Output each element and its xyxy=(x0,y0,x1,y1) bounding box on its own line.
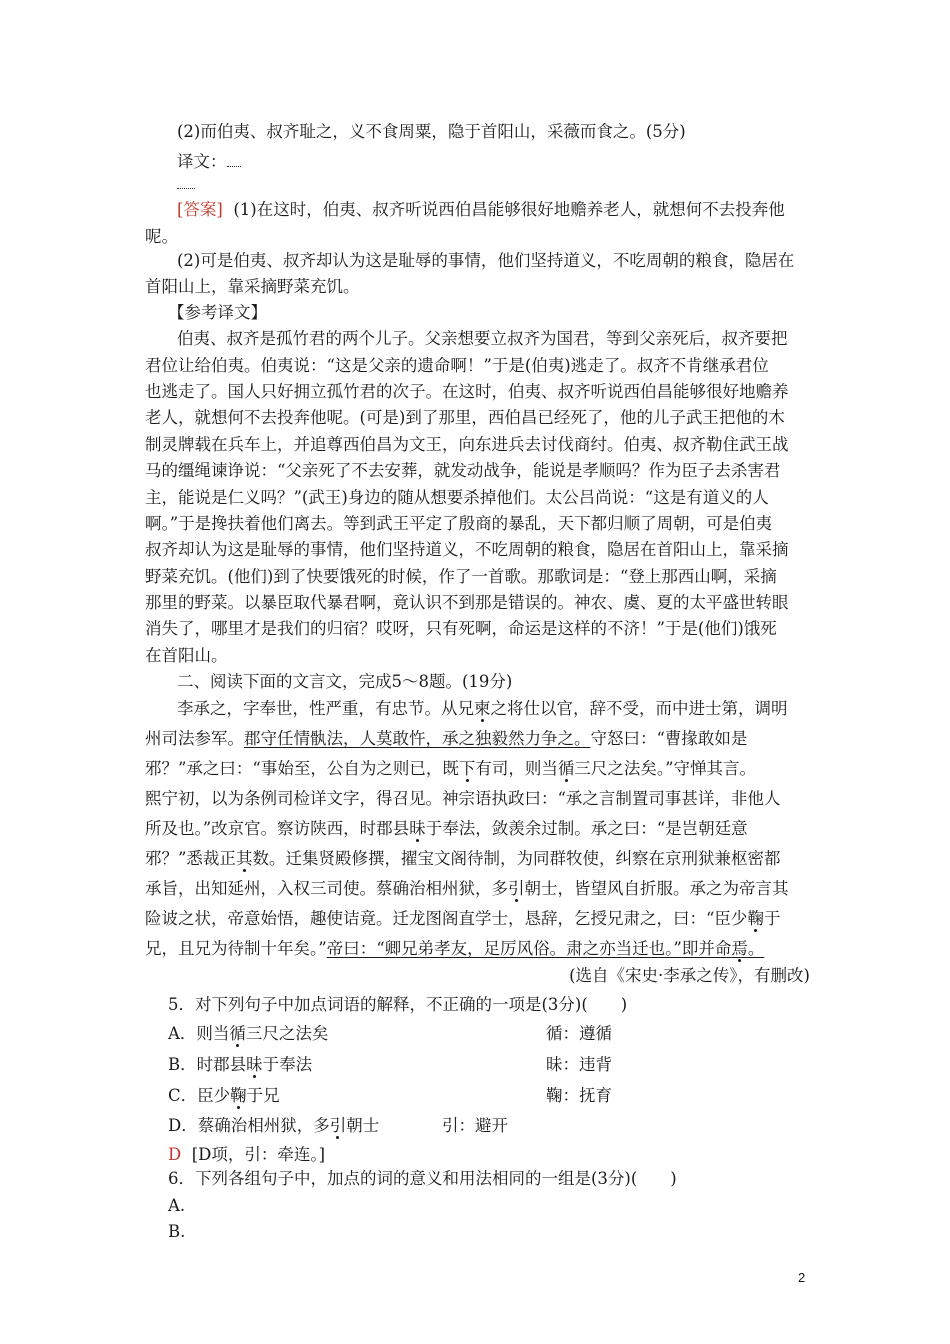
ref-line: 制灵牌载在兵车上，并追尊西伯昌为文王，向东进兵去讨伐商纣。伯夷、叔齐勒住武王战 xyxy=(145,435,789,454)
answer-blank xyxy=(227,166,241,167)
option-text: 三尺之法矣 xyxy=(245,1024,329,1043)
ref-line: 马的缰绳谏诤说：“父亲死了不去安葬，就发动战争，能说是孝顺吗？作为臣子去杀害君 xyxy=(145,461,781,480)
passage-source: (选自《宋史·李承之传》，有删改) xyxy=(569,966,810,985)
passage-text: 三尺之法矣。”守惮其言。 xyxy=(574,759,757,778)
option-c-gloss: 鞠：抚育 xyxy=(546,1086,612,1105)
question-6-stem: 6．下列各组句子中，加点的词的意义和用法相同的一组是(3分)( ) xyxy=(168,1169,677,1188)
translate-label-text: 译文： xyxy=(177,152,227,171)
reference-translation-title: 【参考译文】 xyxy=(168,303,267,322)
ref-line: 也逃走了。国人只好拥立孤竹君的次子。在这时，伯夷、叔齐听说西伯昌能够很好地赡养 xyxy=(145,382,789,401)
option-text: 朝士 xyxy=(346,1116,380,1135)
question-5-stem: 5．对下列句子中加点词语的解释，不正确的一项是(3分)( ) xyxy=(168,995,628,1014)
answer-note: [D项，引：牵连。] xyxy=(191,1145,326,1164)
passage-text: 险诐之状，帝意始悟，趣使诘竟。迁龙图阁直学士，恳辞，乞授兄肃之，曰：“臣少 xyxy=(145,909,748,928)
dotted-word: 引 xyxy=(329,1116,347,1135)
q6-option-b: B. xyxy=(168,1222,186,1241)
passage-text: 即并命 xyxy=(681,939,732,958)
q6-option-a: A. xyxy=(168,1196,186,1215)
ref-line: 啊。”于是搀扶着他们离去。等到武王平定了殷商的暴乱，天下都归顺了周朝，可是伯夷 xyxy=(145,514,773,533)
dotted-word: 引 xyxy=(508,879,525,898)
ref-line: 消失了，哪里才是我们的归宿？哎呀，只有死啊，命运是这样的不济！”于是(他们)饿死 xyxy=(145,619,777,638)
dotted-word: 昧 xyxy=(246,1055,263,1074)
ref-line: 伯夷、叔齐是孤竹君的两个儿子。父亲想要立叔齐为国君，等到父亲死后，叔齐要把 xyxy=(177,329,788,348)
passage-line xyxy=(145,907,810,931)
dotted-word: 鞠 xyxy=(747,909,764,928)
option-d-gloss: 引：避开 xyxy=(442,1116,508,1135)
ref-line: 野菜充饥。(他们)到了快要饿死的时候，作了一首歌。那歌词是：“登上那西山啊，采摘 xyxy=(145,567,777,586)
passage-text: 数。迁集贤殿修撰，擢宝文阁待制，为同群牧使，纠察在京刑狱兼枢密都 xyxy=(252,849,781,868)
question-4-2: (2)而伯夷、叔齐耻之，义不食周粟，隐于首阳山，采薇而食之。(5分) xyxy=(177,122,686,141)
option-a-gloss: 循：遵循 xyxy=(546,1024,612,1043)
passage-line xyxy=(177,697,842,721)
passage-text: 州司法参军。 xyxy=(145,729,244,748)
dotted-word: 焉 xyxy=(731,939,748,958)
passage-text: 守怒曰：“曹掾敢如是 xyxy=(590,729,748,748)
passage-text: 承旨，出知延州，入权三司使。蔡确治相州狱，多 xyxy=(145,879,508,898)
option-b-gloss: 昧：违背 xyxy=(546,1055,612,1074)
passage-text: 邪？”悉裁正 xyxy=(145,849,236,868)
answer-tag: [答案] xyxy=(177,200,223,219)
underlined-sentence xyxy=(327,939,765,958)
passage-text: 于 xyxy=(763,909,781,928)
passage-text: 有司，则当 xyxy=(475,759,558,778)
answer-blank-line xyxy=(177,178,842,186)
option-text: 于兄 xyxy=(246,1086,280,1105)
translate-label xyxy=(177,150,842,174)
answer-1-line-2: 呢。 xyxy=(145,227,178,246)
ref-line: 君位让给伯夷。伯夷说：“这是父亲的遗命啊！”于是(伯夷)逃走了。叔齐不肯继承君位 xyxy=(145,356,769,375)
ref-line: 在首阳山。 xyxy=(145,646,228,665)
answer-2-line-1: (2)可是伯夷、叔齐却认为这是耻辱的事情，他们坚持道义，不吃周朝的粮食，隐居在 xyxy=(177,251,795,270)
dotted-word: 鞠 xyxy=(230,1086,247,1105)
answer-2-line-2: 首阳山上，靠采摘野菜充饥。 xyxy=(145,277,360,296)
dotted-word: 柬 xyxy=(474,699,491,718)
passage-text: 于奉法，敛羡余过制。承之曰：“是岂朝廷意 xyxy=(425,819,748,838)
option-text: D．蔡确治相州狱，多 xyxy=(168,1116,330,1135)
ref-line: 叔齐却认为这是耻辱的事情，他们坚持道义，不吃周朝的粮食，隐居在首阳山上，靠采摘 xyxy=(145,540,789,559)
passage-line xyxy=(145,937,810,961)
passage-line xyxy=(145,847,810,871)
passage-text: 之将仕以官，辞不受，而中进士第，调明 xyxy=(490,699,788,718)
answer-letter: D xyxy=(168,1145,182,1164)
ref-line: 老人，就想何不去投奔他呢。(可是)到了那里，西伯昌已经死了，他的儿子武王把他的木 xyxy=(145,408,785,427)
answer-1 xyxy=(177,198,842,222)
option-text: B．时郡县 xyxy=(168,1055,247,1074)
passage-text: 朝士，皆望风自折服。承之为帝言其 xyxy=(524,879,789,898)
passage-line xyxy=(145,877,810,901)
passage-text: 帝曰：“卿兄弟孝友，足厉风俗。肃之亦当迁也。” xyxy=(326,939,682,958)
option-text: A．则当 xyxy=(168,1024,230,1043)
dotted-word: 其 xyxy=(235,849,253,868)
passage-line xyxy=(145,817,810,841)
passage-text: 邪？”承之曰：“事始至，公自为之则已，既 xyxy=(145,759,459,778)
passage-text: 。 xyxy=(747,939,765,958)
answer-1-line-1: (1)在这时，伯夷、叔齐听说西伯昌能够很好地赡养老人，就想何不去投奔他 xyxy=(233,200,785,219)
ref-line: 那里的野菜。以暴臣取代暴君啊，竟认识不到那是错误的。神农、虞、夏的太平盛世转眼 xyxy=(145,593,789,612)
dotted-word: 昧 xyxy=(409,819,426,838)
passage-text: 李承之，字奉世，性严重，有忠节。从兄 xyxy=(177,699,474,718)
dotted-word: 下 xyxy=(458,759,476,778)
dotted-word: 循 xyxy=(557,759,575,778)
option-text: C．臣少 xyxy=(168,1086,231,1105)
passage-text: 所及也。”改京官。察访陕西，时郡县 xyxy=(145,819,410,838)
ref-line: 主，能说是仁义吗？”(武王)身边的随从想要杀掉他们。太公吕尚说：“这是有道义的人 xyxy=(145,488,769,507)
option-text: 于奉法 xyxy=(262,1055,313,1074)
passage-text: 兄，且兄为待制十年矣。” xyxy=(145,939,327,958)
underlined-sentence: 郡守任情骫法，人莫敢忤，承之独毅然力争之。 xyxy=(244,729,591,748)
section-2-title: 二、阅读下面的文言文，完成5～8题。(19分) xyxy=(177,672,513,691)
question-5-answer xyxy=(168,1143,833,1167)
page-number: 2 xyxy=(798,1270,806,1285)
passage-line: 熙宁初，以为条例司检详文字，得召见。神宗语执政曰：“承之言制置司事甚详，非他人 xyxy=(145,789,781,808)
dotted-word: 循 xyxy=(229,1024,246,1043)
passage-line xyxy=(145,757,810,781)
passage-line xyxy=(145,727,810,751)
